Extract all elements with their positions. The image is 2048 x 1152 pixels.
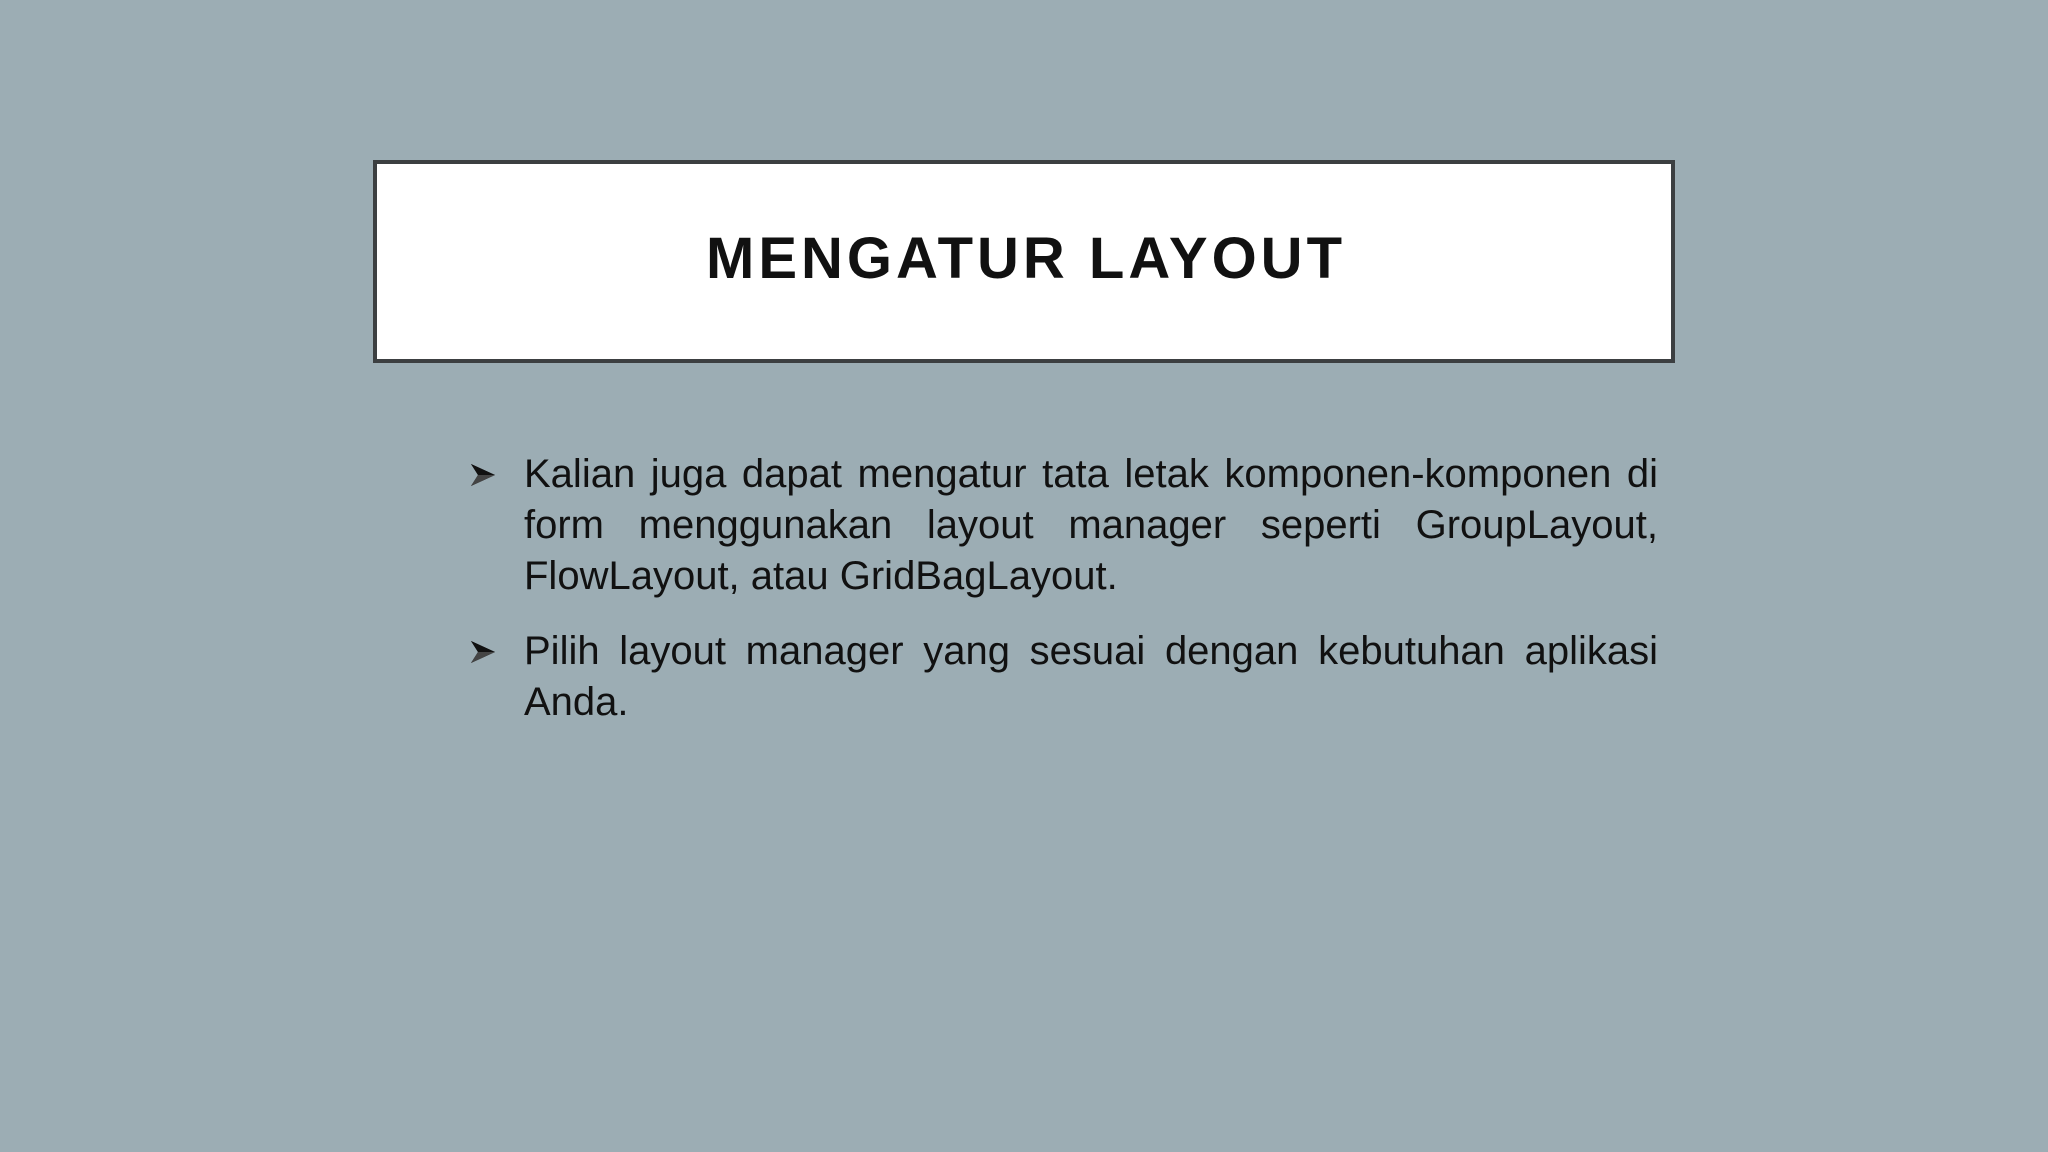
bullet-text: Kalian juga dapat mengatur tata letak komponen-komponen di form menggunakan layout manager seperti GroupLayout, FlowLayout, atau GridBagLayout. [524,452,1658,598]
bullet-list [466,449,1658,752]
slide-title: MENGATUR LAYOUT [706,226,1346,291]
bullet-item [466,626,1658,728]
bullet-item [466,449,1658,602]
bullet-text: Pilih layout manager yang sesuai dengan kebutuhan aplikasi Anda. [524,629,1658,724]
arrowhead-bullet-icon [466,626,524,678]
arrowhead-bullet-icon [466,449,524,501]
title-box [373,160,1675,363]
